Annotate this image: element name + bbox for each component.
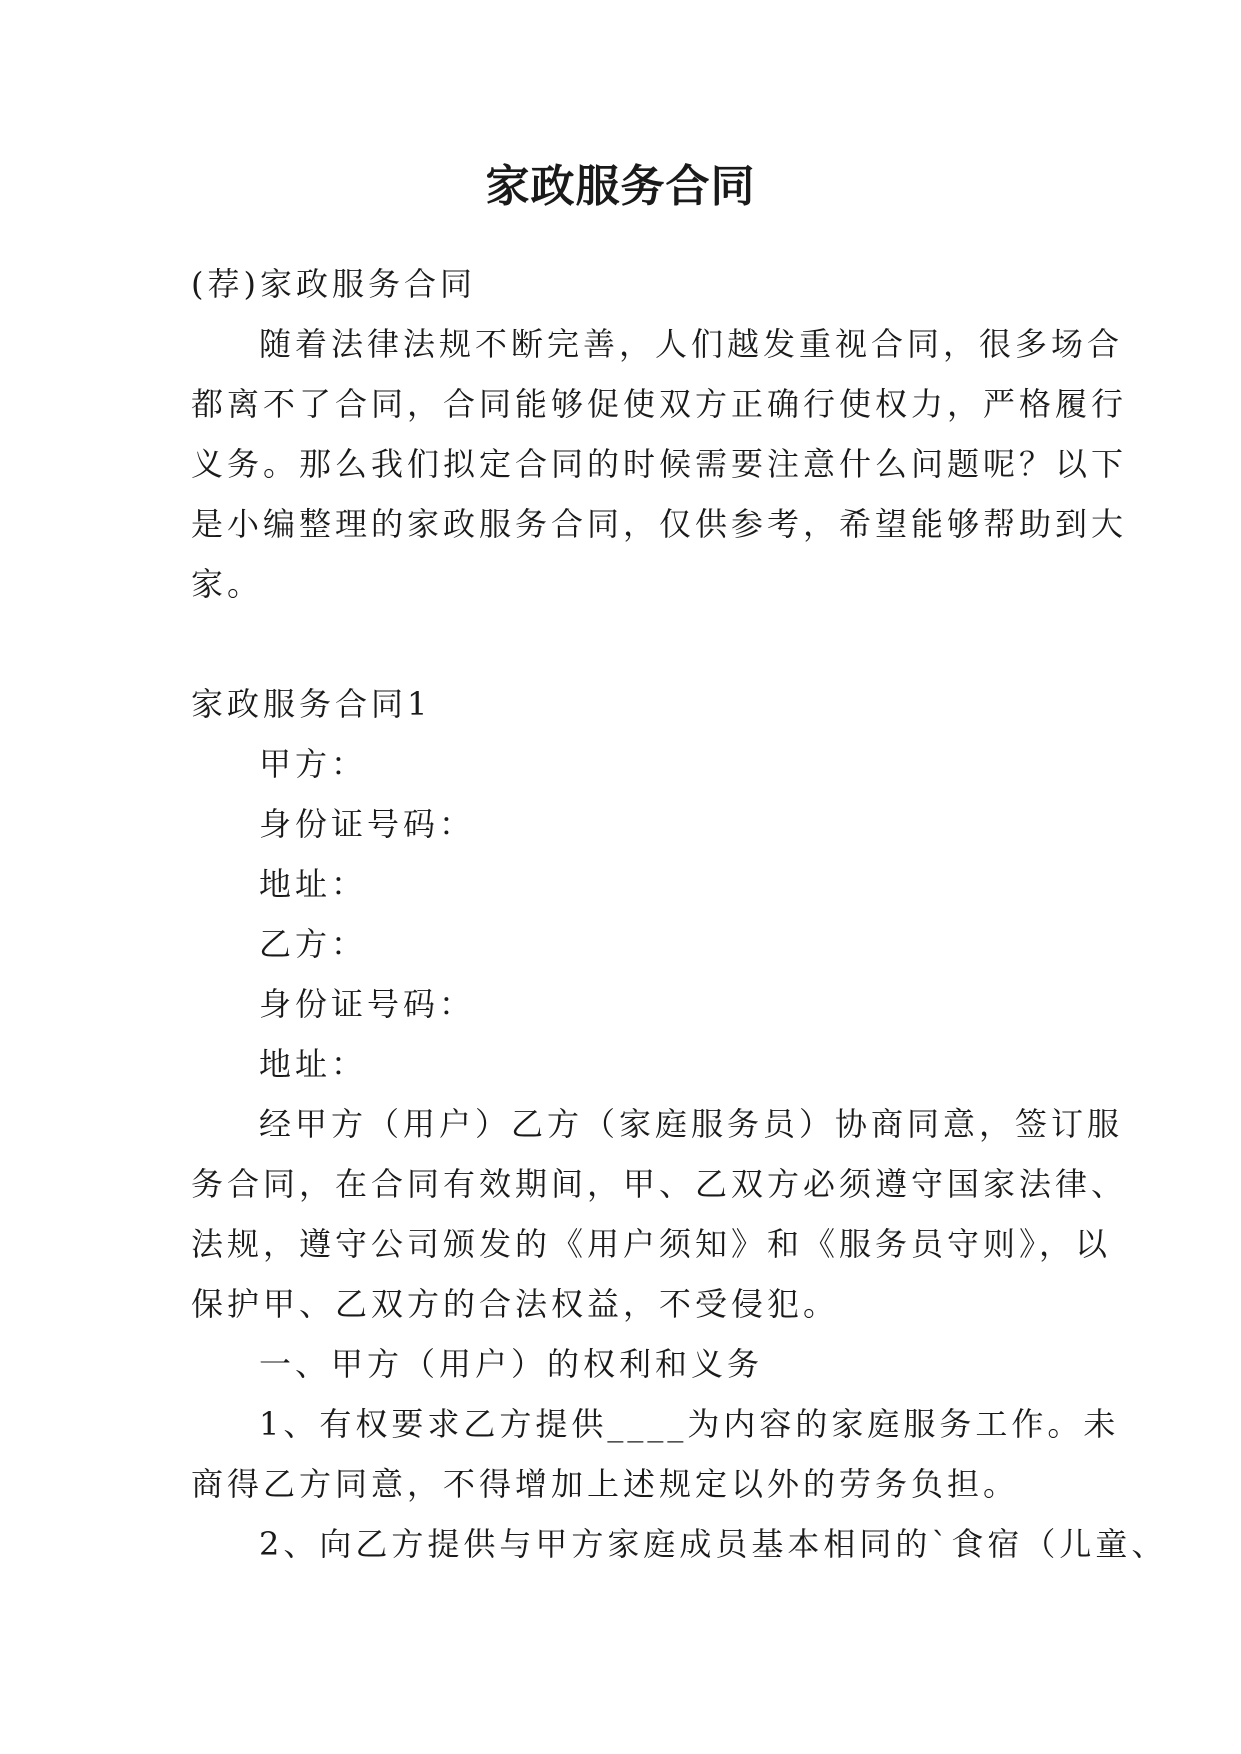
intro-line: 都离不了合同，合同能够促使双方正确行使权力，严格履行 — [191, 385, 1128, 423]
clause-1-line: 1、有权要求乙方提供____为内容的家庭服务工作。未 — [259, 1405, 1120, 1443]
intro-line: 是小编整理的家政服务合同，仅供参考，希望能够帮助到大 — [191, 505, 1128, 543]
party-field: 乙方： — [259, 925, 368, 963]
party-field: 身份证号码： — [259, 985, 476, 1023]
intro-line: 义务。那么我们拟定合同的时候需要注意什么问题呢？以下 — [191, 445, 1128, 483]
agreement-line: 经甲方（用户）乙方（家庭服务员）协商同意，签订服 — [259, 1105, 1124, 1143]
section-heading: 家政服务合同1 — [191, 685, 432, 723]
party-field: 身份证号码： — [259, 805, 476, 843]
agreement-line: 保护甲、乙双方的合法权益，不受侵犯。 — [191, 1285, 840, 1323]
agreement-line: 务合同，在合同有效期间，甲、乙双方必须遵守国家法律、 — [191, 1165, 1128, 1203]
agreement-line: 法规，遵守公司颁发的《用户须知》和《服务员守则》，以 — [191, 1225, 1112, 1263]
intro-line: 家。 — [191, 565, 264, 603]
party-field: 地址： — [259, 865, 368, 903]
party-field: 地址： — [259, 1045, 368, 1083]
intro-line: 随着法律法规不断完善，人们越发重视合同，很多场合 — [259, 325, 1124, 363]
clause-1-line: 商得乙方同意，不得增加上述规定以外的劳务负担。 — [191, 1465, 1020, 1503]
document-title: 家政服务合同 — [485, 161, 756, 212]
clause-2-line: 2、向乙方提供与甲方家庭成员基本相同的`食宿（儿童、 — [259, 1525, 1168, 1563]
spacer — [191, 614, 1053, 674]
party-field: 甲方： — [259, 745, 368, 783]
clause-heading: 一、甲方（用户）的权利和义务 — [259, 1345, 764, 1383]
document-subtitle: (荐)家政服务合同 — [191, 265, 476, 303]
document-body — [191, 254, 1168, 1574]
